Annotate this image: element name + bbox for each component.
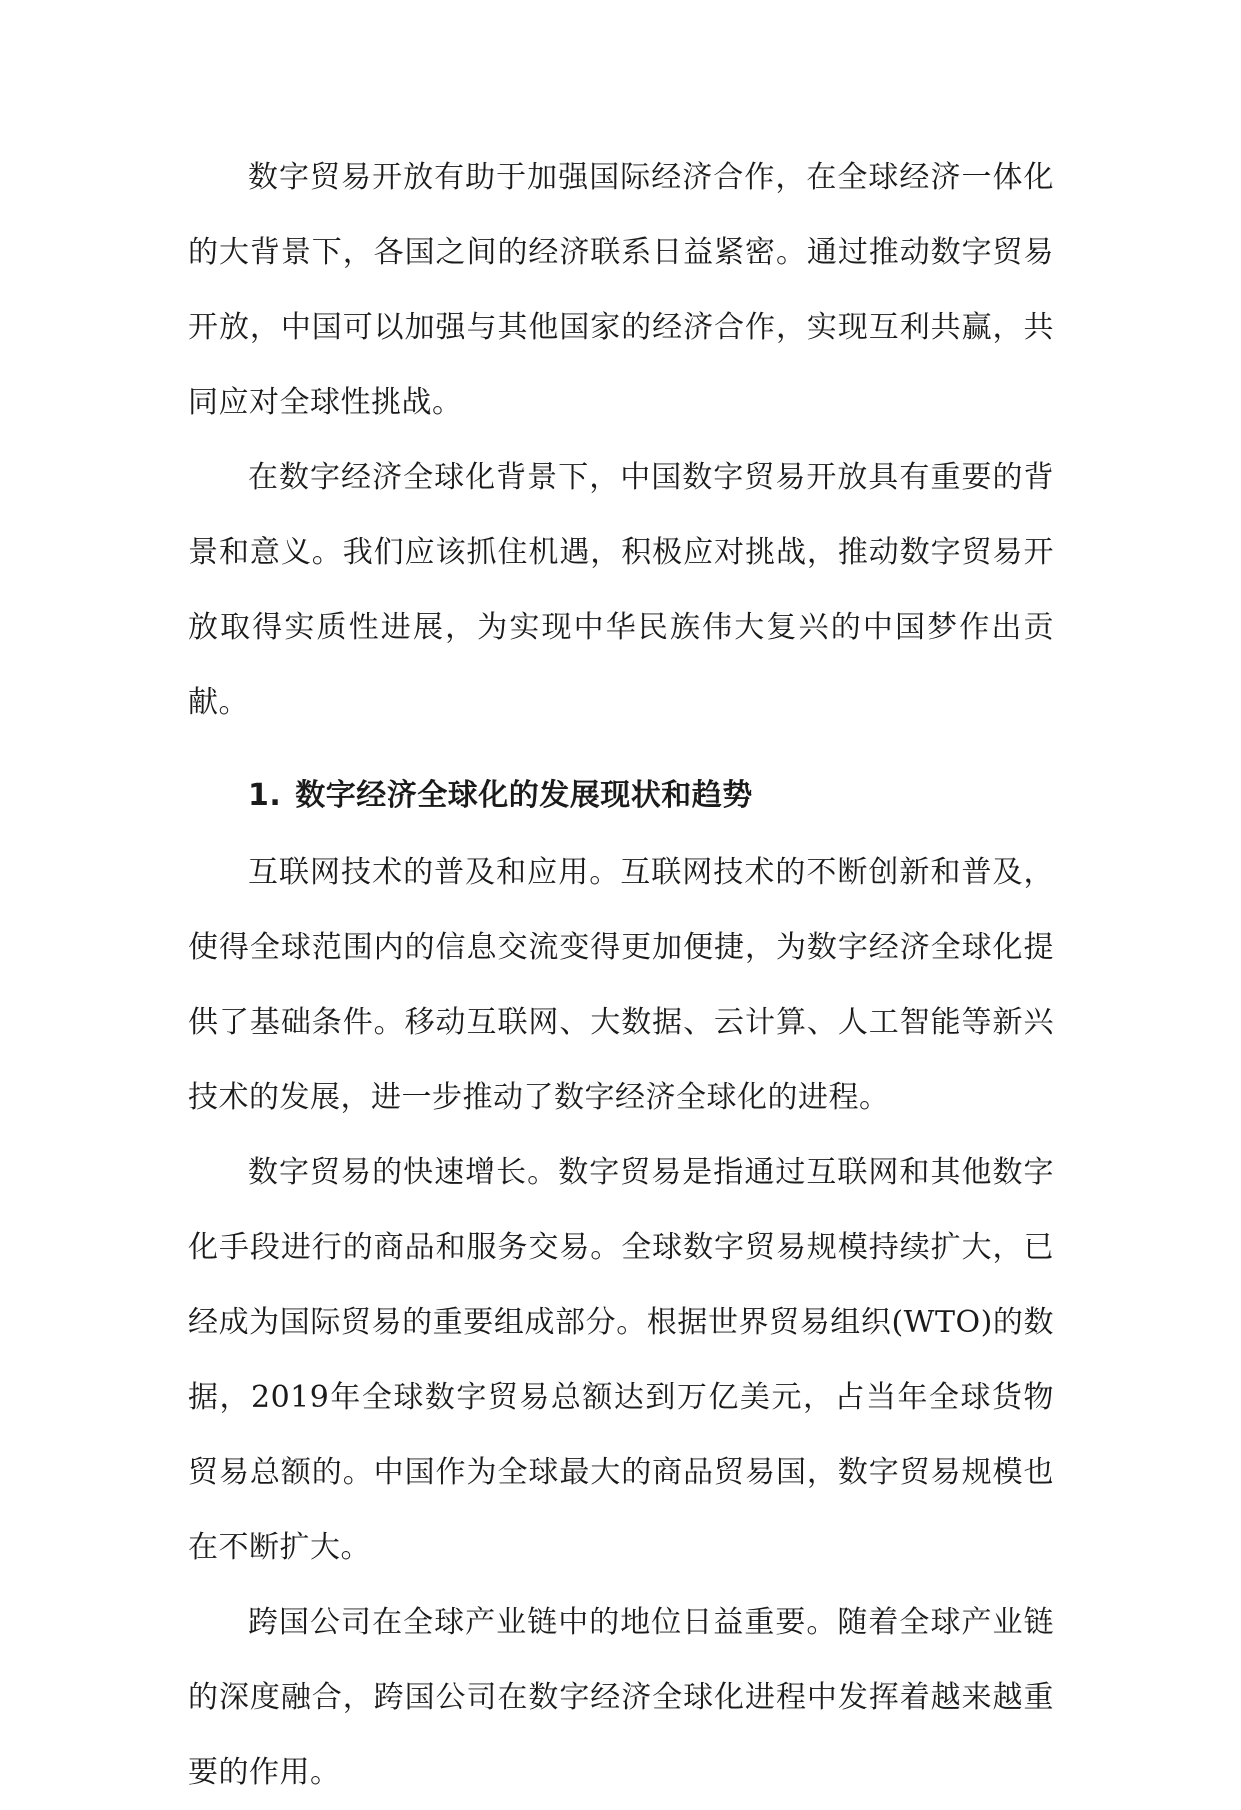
section-title: 数字经济全球化的发展现状和趋势 bbox=[295, 778, 753, 813]
section-number: 1. bbox=[248, 778, 282, 813]
section-heading bbox=[188, 758, 1054, 833]
paragraph-internet-tech: 互联网技术的普及和应用。互联网技术的不断创新和普及，使得全球范围内的信息交流变得更加便捷，为数字经济全球化提供了基础条件。移动互联网、大数据、云计算、人工智能等新兴技术的发展，进一步推动了数字经济全球化的进程。 bbox=[188, 855, 1054, 1115]
document-page bbox=[188, 140, 1054, 1810]
paragraph-multinationals: 跨国公司在全球产业链中的地位日益重要。随着全球产业链的深度融合，跨国公司在数字经济全球化进程中发挥着越来越重要的作用。 bbox=[188, 1605, 1054, 1790]
paragraph-cooperation: 数字贸易开放有助于加强国际经济合作，在全球经济一体化的大背景下，各国之间的经济联系日益紧密。通过推动数字贸易开放，中国可以加强与其他国家的经济合作，实现互利共赢，共同应对全球性挑战。 bbox=[188, 160, 1054, 420]
paragraph-significance: 在数字经济全球化背景下，中国数字贸易开放具有重要的背景和意义。我们应该抓住机遇，积极应对挑战，推动数字贸易开放取得实质性进展，为实现中华民族伟大复兴的中国梦作出贡献。 bbox=[188, 460, 1054, 720]
paragraph-digital-trade-growth: 数字贸易的快速增长。数字贸易是指通过互联网和其他数字化手段进行的商品和服务交易。全球数字贸易规模持续扩大，已经成为国际贸易的重要组成部分。根据世界贸易组织(WTO)的数据，2019年全球数字贸易总额达到万亿美元，占当年全球货物贸易总额的。中国作为全球最大的商品贸易国，数字贸易规模也在不断扩大。 bbox=[188, 1155, 1054, 1565]
